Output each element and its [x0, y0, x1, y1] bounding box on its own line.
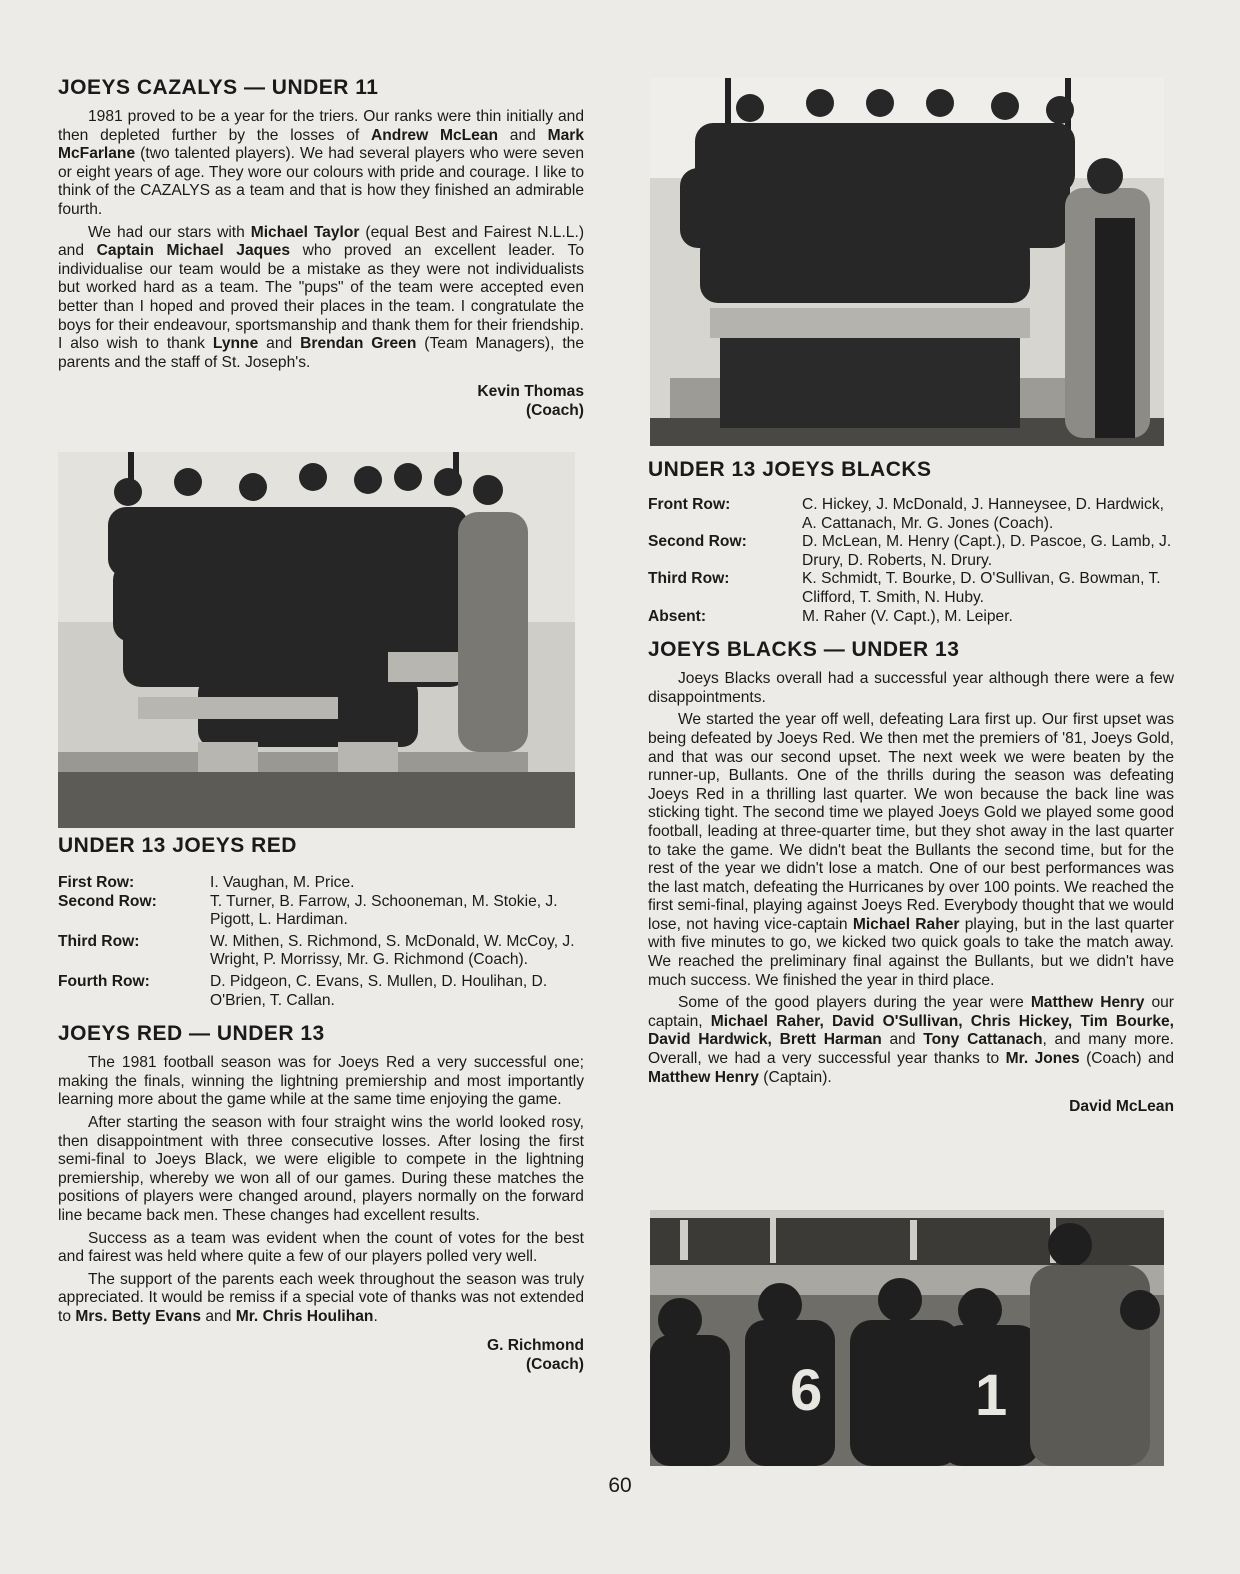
red-signature: G. Richmond (Coach) — [486, 1337, 584, 1374]
table-row: Third Row: K. Schmidt, T. Bourke, D. O'Sullivan, G. Bowman, T. Clifford, T. Smith, N. Huby. — [648, 570, 1161, 606]
red-paragraph-1: The 1981 football season was for Joeys Red a very successful one; making the finals, winning the lightning premiership and most importantly learning more about the game while at the same time enjoying the game. — [58, 1054, 584, 1109]
table-row: Front Row: C. Hickey, J. McDonald, J. Hanneysee, D. Hardwick, A. Cattanach, Mr. G. Jones (Coach). — [648, 496, 1164, 532]
table-row: Fourth Row: D. Pidgeon, C. Evans, S. Mullen, D. Houlihan, D. O'Brien, T. Callan. — [58, 972, 548, 1009]
jersey-number-right: 1 — [975, 1363, 1008, 1428]
table-row: Second Row: D. McLean, M. Henry (Capt.), D. Pascoe, G. Lamb, J. Drury, D. Roberts, N. Drury. — [648, 533, 1172, 569]
cazalys-signature: Kevin Thomas (Coach) — [477, 383, 584, 420]
cazalys-article — [58, 76, 584, 420]
red-roster-table — [58, 874, 584, 1010]
cazalys-title: JOEYS CAZALYS — UNDER 11 — [58, 76, 379, 99]
red-article-title: JOEYS RED — UNDER 13 — [58, 1022, 325, 1046]
table-row: Third Row: W. Mithen, S. Richmond, S. McDonald, W. McCoy, J. Wright, P. Morrissy, Mr. G. Richmond (Coach). — [58, 932, 575, 969]
joeys-blacks-team-photo — [650, 78, 1164, 446]
table-row: First Row: I. Vaughan, M. Price. — [58, 874, 355, 891]
cazalys-paragraph-1: 1981 proved to be a year for the triers. Our ranks were thin initially and then depleted further by the losses of Andrew McLean and Mark McFarlane (two talented players). We had several players who were seven or eight years of age. They wore our colours with pride and courage. I like to think of the CAZALYS as a team and that is how they finished an admirable fourth. — [58, 108, 584, 218]
joeys-blacks-section — [648, 458, 1174, 1116]
blacks-roster-table — [648, 496, 1174, 626]
huddle-photo — [650, 1210, 1164, 1466]
red-paragraph-3: Success as a team was evident when the count of votes for the best and fairest was held where quite a few of our players polled very well. — [58, 1229, 584, 1266]
jersey-number-left: 6 — [790, 1358, 823, 1423]
table-row: Absent: M. Raher (V. Capt.), M. Leiper. — [648, 607, 1013, 625]
red-paragraph-4: The support of the parents each week throughout the season was truly appreciated. It would be remiss if a special vote of thanks was not extended to Mrs. Betty Evans and Mr. Chris Houlihan. — [58, 1270, 584, 1325]
blacks-paragraph-1: Joeys Blacks overall had a successful year although there were a few disappointments. — [648, 670, 1174, 706]
red-paragraph-2: After starting the season with four straight wins the world looked rosy, then disappointment with three consecutive losses. After losing the first semi-final to Joeys Black, we were eligible to compete in the lightning premiership, whereby we won all of our games. During these matches the positions of players were changed around, players normally on the forward line became back men. These changes had excellent results. — [58, 1113, 584, 1224]
blacks-article-title: JOEYS BLACKS — UNDER 13 — [648, 638, 960, 662]
red-roster-title: UNDER 13 JOEYS RED — [58, 834, 297, 857]
cazalys-paragraph-2: We had our stars with Michael Taylor (equal Best and Fairest N.L.L.) and Captain Michael Jaques who proved an excellent leader. To individualise our team would be a mistake as they were not individualists but worked hard as a team. The "pups" of the team were accepted even better than I hoped and proved their places in the team. I congratulate the boys for their endeavour, sportsmanship and thank them for their friendship. I also wish to thank Lynne and Brendan Green (Team Managers), the parents and the staff of St. Joseph's. — [58, 223, 585, 371]
blacks-paragraph-3: Some of the good players during the year were Matthew Henry our captain, Michael Raher, David O'Sullivan, Chris Hickey, Tim Bourke, David Hardwick, Brett Harman and Tony Cattanach, and many more. Overall, we had a very successful year thanks to Mr. Jones (Coach) and Matthew Henry (Captain). — [648, 994, 1175, 1086]
blacks-signature: David McLean — [1069, 1098, 1174, 1116]
blacks-roster-title: UNDER 13 JOEYS BLACKS — [648, 458, 932, 481]
table-row: Second Row: T. Turner, B. Farrow, J. Schooneman, M. Stokie, J. Pigott, L. Hardiman. — [58, 892, 558, 929]
page-number: 60 — [608, 1474, 632, 1497]
blacks-paragraph-2: We started the year off well, defeating Lara first up. Our first upset was being defeated by Joeys Red. We then met the premiers of '81, Joeys Gold, and that was our second upset. The next week we were beaten by the runner-up, Bullants. One of the thrills during the season was defeating Joeys Red in a thrilling last quarter. We won because the back line was sticking tight. The second time we played Joeys Gold we played some good football, leading at three-quarter time, but they shot away in the last quarter to take the game. We didn't beat the Bullants the second time, but for the rest of the year we didn't lose a match. One of our best performances was the last match, defeating the Hurricanes by over 100 points. We reached the first semi-final, playing against Joeys Red. Everybody thought that we would lose, not having vice-captain Michael Raher playing, but in the last quarter with five minutes to go, we kicked two quick goals to take the match away. We reached the preliminary final against the Bullants, but we didn't have much success. We finished the year in third place. — [648, 711, 1174, 989]
joeys-red-team-photo — [58, 452, 575, 828]
joeys-red-section — [58, 834, 584, 1374]
